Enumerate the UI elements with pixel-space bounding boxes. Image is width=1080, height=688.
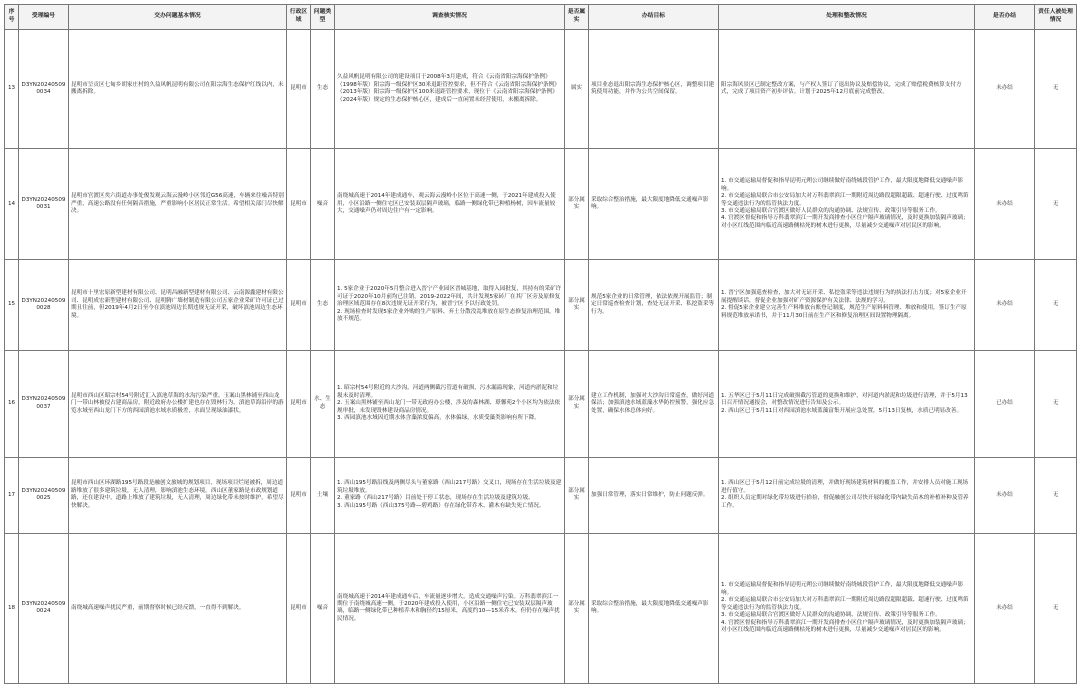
- cell-investigation: [335, 30, 565, 149]
- table-row: [5, 149, 1077, 260]
- cell-handling: [719, 457, 975, 533]
- cell-handling: [719, 533, 975, 683]
- header-district: 行政区域: [287, 5, 311, 30]
- cell-investigation: [335, 149, 565, 260]
- cell-accountability: 无: [1035, 350, 1077, 457]
- header-goal: 办结目标: [589, 5, 719, 30]
- cell-investigation-line: 2. 董家路（西山217号路）目前处于停工状态，现场存在生活垃圾及建筑垃圾。: [337, 495, 534, 502]
- cell-goal: 采取综合整治措施，最大限度地降低交通噪声影响。: [589, 149, 719, 260]
- cell-investigation-line: 1. 昭宗村54号附近的大沙沟，河道两侧截污管道有破损，污水漏溢现象，河道内淤泥和垃圾未及时清理。: [337, 385, 559, 399]
- cell-verified: 部分属实: [565, 457, 589, 533]
- cell-handling-line: 2. 市交通运输局联合市公安局加大对万科翡翠滨江一期附近周边路段超限超载、超速行驶、过度鸣笛等交通违法行为的监管执法力度。: [721, 193, 969, 207]
- table-row: [5, 350, 1077, 457]
- cell-seq: 18: [5, 533, 19, 683]
- cell-district: 昆明市: [287, 533, 311, 683]
- cell-investigation-line: 1. 西山195号路沿线及两侧尽头与董家路（西山217号路）交叉口，现场存在生活垃圾及建筑垃圾堆放。: [337, 480, 562, 494]
- cell-handling: [719, 260, 975, 350]
- cell-issue: 昆明市十里宏原新型建材有限公司、昆明昌融新型建材有限公司、云南源鑫建材有限公司、昆明成宏新型建材有限公司、昆明腾广墙材制造有限公司五家企业采矿许可证已过期且往前，但2019年4月2日至今在滇池周边长期违规无证开采，破坏滇池周边生态环境。: [69, 260, 287, 350]
- cell-handling-line: 4. 官渡区督促和指导万科翡翠滨江一期开发商排查小区住户隔声玻璃情况，及时更换加装隔声玻璃；对小区红线范围内临近高速路侧枯死的树木进行更换，尽量减少交通噪声对居民区的影响。: [721, 215, 969, 229]
- cell-accountability: 无: [1035, 260, 1077, 350]
- cell-issue: 昆明市呈贡区七甸乡胡家庄村的久益风帆昆明有限公司在阳宗海生态保护红线以内，未搬离拆除。: [69, 30, 287, 149]
- table-row: [5, 457, 1077, 533]
- cell-type: 生态: [311, 30, 335, 149]
- cell-handling-line: 2. 组织人员定期对绿化带垃圾进行拾捡，督促融创公司尽快开展绿化带内缺失苗木的补植补种及管养工作。: [721, 495, 969, 509]
- cell-handling-line: 2. 市交通运输局联合市公安局加大对万科翡翠滨江一期附近周边路段超限超载、超速行驶、过度鸣笛等交通违法行为的监管执法力度。: [721, 597, 969, 611]
- cell-goal: 加强日常管理，落实日常维护，防止问题反弹。: [589, 457, 719, 533]
- cell-completed: 未办结: [975, 260, 1035, 350]
- cell-district: 昆明市: [287, 457, 311, 533]
- cell-id: D3YN20240509 0031: [19, 149, 69, 260]
- cell-handling-line: 1. 晋宁区加强巡查检查，加大对无证开采、私挖盗采等违法违规行为的执法打击力度；对5家企业开展提醒谈话，督促企业加强对矿产资源保护有关法律、法规的学习。: [721, 290, 967, 304]
- cell-handling-line: 1. 市交通运输局督促和指导昆明元朔公司继续做好南绕城段管护工作，最大限度地降低交通噪声影响。: [721, 178, 964, 192]
- cell-verified: 部分属实: [565, 350, 589, 457]
- table-row: [5, 30, 1077, 149]
- cell-accountability: 无: [1035, 149, 1077, 260]
- cell-investigation: [335, 350, 565, 457]
- header-issue: 交办问题基本情况: [69, 5, 287, 30]
- cell-verified: 部分属实: [565, 260, 589, 350]
- cell-handling: [719, 149, 975, 260]
- cell-investigation-line: 1. 5家企业于2020年5月整合进入晋宁产业园区晋城基地，取得入园批复，其持有的采矿许可证于2020年10月前均已注销。2019-2022年间，共计发现5家砖厂在其厂区旁及原修复治理区域范围存在8次违规无证开采行为，被晋宁区予以行政处罚。: [337, 286, 562, 308]
- cell-handling-line: 4. 官渡区督促和指导万科翡翠滨江一期开发商排查小区住户隔声玻璃情况，及时更换加装隔声玻璃；对小区红线范围内临近高速路侧枯死的树木进行更换，尽量减少交通噪声对居民区的影响。: [721, 619, 969, 634]
- cell-investigation: [335, 533, 565, 683]
- cell-district: 昆明市: [287, 260, 311, 350]
- cell-id: D3YN20240509 0034: [19, 30, 69, 149]
- cell-id: D3YN20240509 0037: [19, 350, 69, 457]
- cell-district: 昆明市: [287, 30, 311, 149]
- cell-verified: 部分属实: [565, 149, 589, 260]
- cell-goal: 采取综合整治措施，最大限度地降低交通噪声影响。: [589, 533, 719, 683]
- cell-goal: 建立工作机制，加强对大沙沟日常巡查，做好河道保洁；加强滇池水域蓝藻水华防控预警，强化应急处置，确保水体总体向好。: [589, 350, 719, 457]
- cell-id: D3YN20240509 0025: [19, 457, 69, 533]
- cell-seq: 17: [5, 457, 19, 533]
- cell-seq: 16: [5, 350, 19, 457]
- cell-issue: 南绕城高速噪声扰民严重，前期督察时候已经反馈，一直得不到解决。: [69, 533, 287, 683]
- header-seq: 序号: [5, 5, 19, 30]
- cell-investigation: [335, 260, 565, 350]
- cell-investigation: [335, 457, 565, 533]
- cell-handling: [719, 30, 975, 149]
- cell-investigation-line: 南绕城高速于2014年建成通车，观云海云漫岭小区位于高速一侧，于2021年建成投入使用，小区沿路一侧住宅区已安装双层隔声玻璃，临路一侧绿化带已种植杨树，因车流量较大，交通噪声仍对周边住户有一定影响。: [337, 193, 556, 215]
- cell-goal: 规范5家企业的日常管理，依法依规开展监管；制定日常巡查检查计划，查处无证开采、私挖盗采等行为。: [589, 260, 719, 350]
- cell-district: 昆明市: [287, 149, 311, 260]
- cell-completed: 未办结: [975, 533, 1035, 683]
- cell-completed: 未办结: [975, 30, 1035, 149]
- cell-type: 土壤: [311, 457, 335, 533]
- cell-verified: 部分属实: [565, 533, 589, 683]
- cell-investigation-line: 南绕城高速于2014年建成通车后，车流量逐步增大，造成交通噪声污染。万科翡翠滨江一期位于南绕城高速一侧，于2020年建成投入使用，小区沿路一侧住宅已安装双层隔声玻璃，临路一侧绿化带已种植乔木和胸径约15厘米，高度约10—15米乔木，但仍存在噪声扰民情况。: [337, 593, 560, 622]
- cell-seq: 14: [5, 149, 19, 260]
- cell-handling-line: 1. 西山区已于5月12日前完成垃圾的清理，并做好现场建筑材料的覆盖工作，并安排人员对施工现场进行值守。: [721, 480, 969, 494]
- cell-investigation-line: 2. 现场检查时发现5家企业外购的生产原料、弃土分散没乱堆放在原生态修复治理范围，堆放不规范。: [337, 308, 561, 323]
- header-investigation: 调查核实情况: [335, 5, 565, 30]
- cell-id: D3YN20240509 0024: [19, 533, 69, 683]
- cell-district: 昆明市: [287, 350, 311, 457]
- cell-handling-line: 1. 五华区已于5月11日完成破损截污管道的更换和维护，对河道内淤泥和垃圾进行清理，并于5月13日召开情况通报会，对整改情况进行告知及公示。: [721, 392, 968, 407]
- cell-completed: 已办结: [975, 350, 1035, 457]
- cell-investigation-line: 3. 西园滇池水域因近期水体含藻浓度偏高，水体偏绿，水质受藻类影响有所下降。: [337, 414, 540, 421]
- cell-completed: 未办结: [975, 149, 1035, 260]
- header-verified: 是否属实: [565, 5, 589, 30]
- table-row: [5, 260, 1077, 350]
- case-table: [4, 4, 1077, 684]
- cell-completed: 未办结: [975, 457, 1035, 533]
- cell-issue: 昆明市西山区环湖路195号路段是融创文旅城的规划项目，现场项目烂尾被拆，周边道路堆放了很多建筑垃圾，无人清理，影响滇池生态环境。西山区董家路是市政规划道路，还在建设中，道路上堆放了建筑垃圾，无人清理，周边绿化带未按时维护。希望尽快解决。: [69, 457, 287, 533]
- header-accountability: 责任人被处理情况: [1035, 5, 1077, 30]
- cell-type: 水、生态: [311, 350, 335, 457]
- cell-issue: 昆明市西山区昭宗村54号附近汇入滇池草海的水沟污染严重。玉案山黑林铺至西山龙门一带山林被侵占建商品房，附近政府办公楼扩建也存在毁林行为。滇池草海沿岸的游览水域至西山龙门下方的西园滇池水域水质极差，水面呈现绿油漆状。: [69, 350, 287, 457]
- cell-id: D3YN20240509 0028: [19, 260, 69, 350]
- cell-issue: 昆明市官渡区矣六街道办事处俊发观云海云漫岭小区邻近G56高速，车辆来往噪音特别严重，高速公路没有任何隔音措施，严重影响小区居民正常生活。希望相关部门尽快解决。: [69, 149, 287, 260]
- header-row: [5, 5, 1077, 30]
- cell-accountability: 无: [1035, 533, 1077, 683]
- cell-investigation-line: 久益风帆昆明有限公司的建设项目于2008年3月建成，符合《云南省阳宗海保护条例》（1998年版）阳宗海一级保护区30米退距管控要求，但不符合《云南省阳宗海保护条例》（2013年版）阳宗海一级保护区100米退距管控要求，现位于《云南省阳宗海保护条例》（2024年版）规定的生态保护核心区，建成后一直闲置未经营使用，未搬离拆除。: [337, 74, 560, 103]
- table-row: [5, 533, 1077, 683]
- cell-accountability: 无: [1035, 457, 1077, 533]
- cell-investigation-line: 2. 玉案山黑林铺至西山龙门一带无政府办公楼，涉及的森林湖、璟馨苑2个小区均为依法依规审批，未发现毁林建设商品房情况。: [337, 400, 561, 414]
- header-handling: 处理和整改情况: [719, 5, 975, 30]
- cell-handling-line: 1. 市交通运输局督促和指导昆明元朔公司继续做好南绕城段管护工作，最大限度地降低交通噪声影响。: [721, 582, 964, 596]
- cell-goal: 项目业态退出阳宗海生态保护核心区，调整项目建筑使用功能，并作为公共空间保留。: [589, 30, 719, 149]
- cell-handling-line: 2. 西山区已于5月11日对西园滇池水域蓝藻富集开展应急处置，5月13日复核，水质已明显改善。: [721, 407, 963, 414]
- cell-handling-line: 3. 市交通运输局联合官渡区做好人民群众的沟通协调、法规宣传、政策引导等服务工作。: [721, 208, 941, 215]
- cell-verified: 属实: [565, 30, 589, 149]
- cell-type: 噪音: [311, 533, 335, 683]
- cell-handling-line: 2. 督促5家企业建立完善生产料堆放台账登记制度，规范生产原料料管理、堆放和使用，签订生产原料规范堆放承诺书，并于11月30日前在生产区和修复治理区间设置物理隔离。: [721, 305, 967, 319]
- cell-accountability: 无: [1035, 30, 1077, 149]
- cell-handling: [719, 350, 975, 457]
- header-completed: 是否办结: [975, 5, 1035, 30]
- cell-handling-line: 3. 市交通运输局联合官渡区做好人民群众的沟通协调、法规宣传、政策引导等服务工作。: [721, 612, 941, 619]
- cell-seq: 15: [5, 260, 19, 350]
- header-type: 问题类型: [311, 5, 335, 30]
- cell-type: 生态: [311, 260, 335, 350]
- cell-investigation-line: 3. 西山195号路（西山375号路—碧鸡路）存在绿化带乔木、灌木有缺失死亡情况。: [337, 502, 545, 509]
- header-id: 受理编号: [19, 5, 69, 30]
- cell-seq: 13: [5, 30, 19, 149]
- cell-handling-line: 阳宗海风景区已制定整改方案，与产权人签订了退出协议及赔偿协议，完成了赔偿税费核算支付方式，完成了项目资产初步评估。计划于2025年12月底前完成整改。: [721, 81, 962, 96]
- cell-type: 噪音: [311, 149, 335, 260]
